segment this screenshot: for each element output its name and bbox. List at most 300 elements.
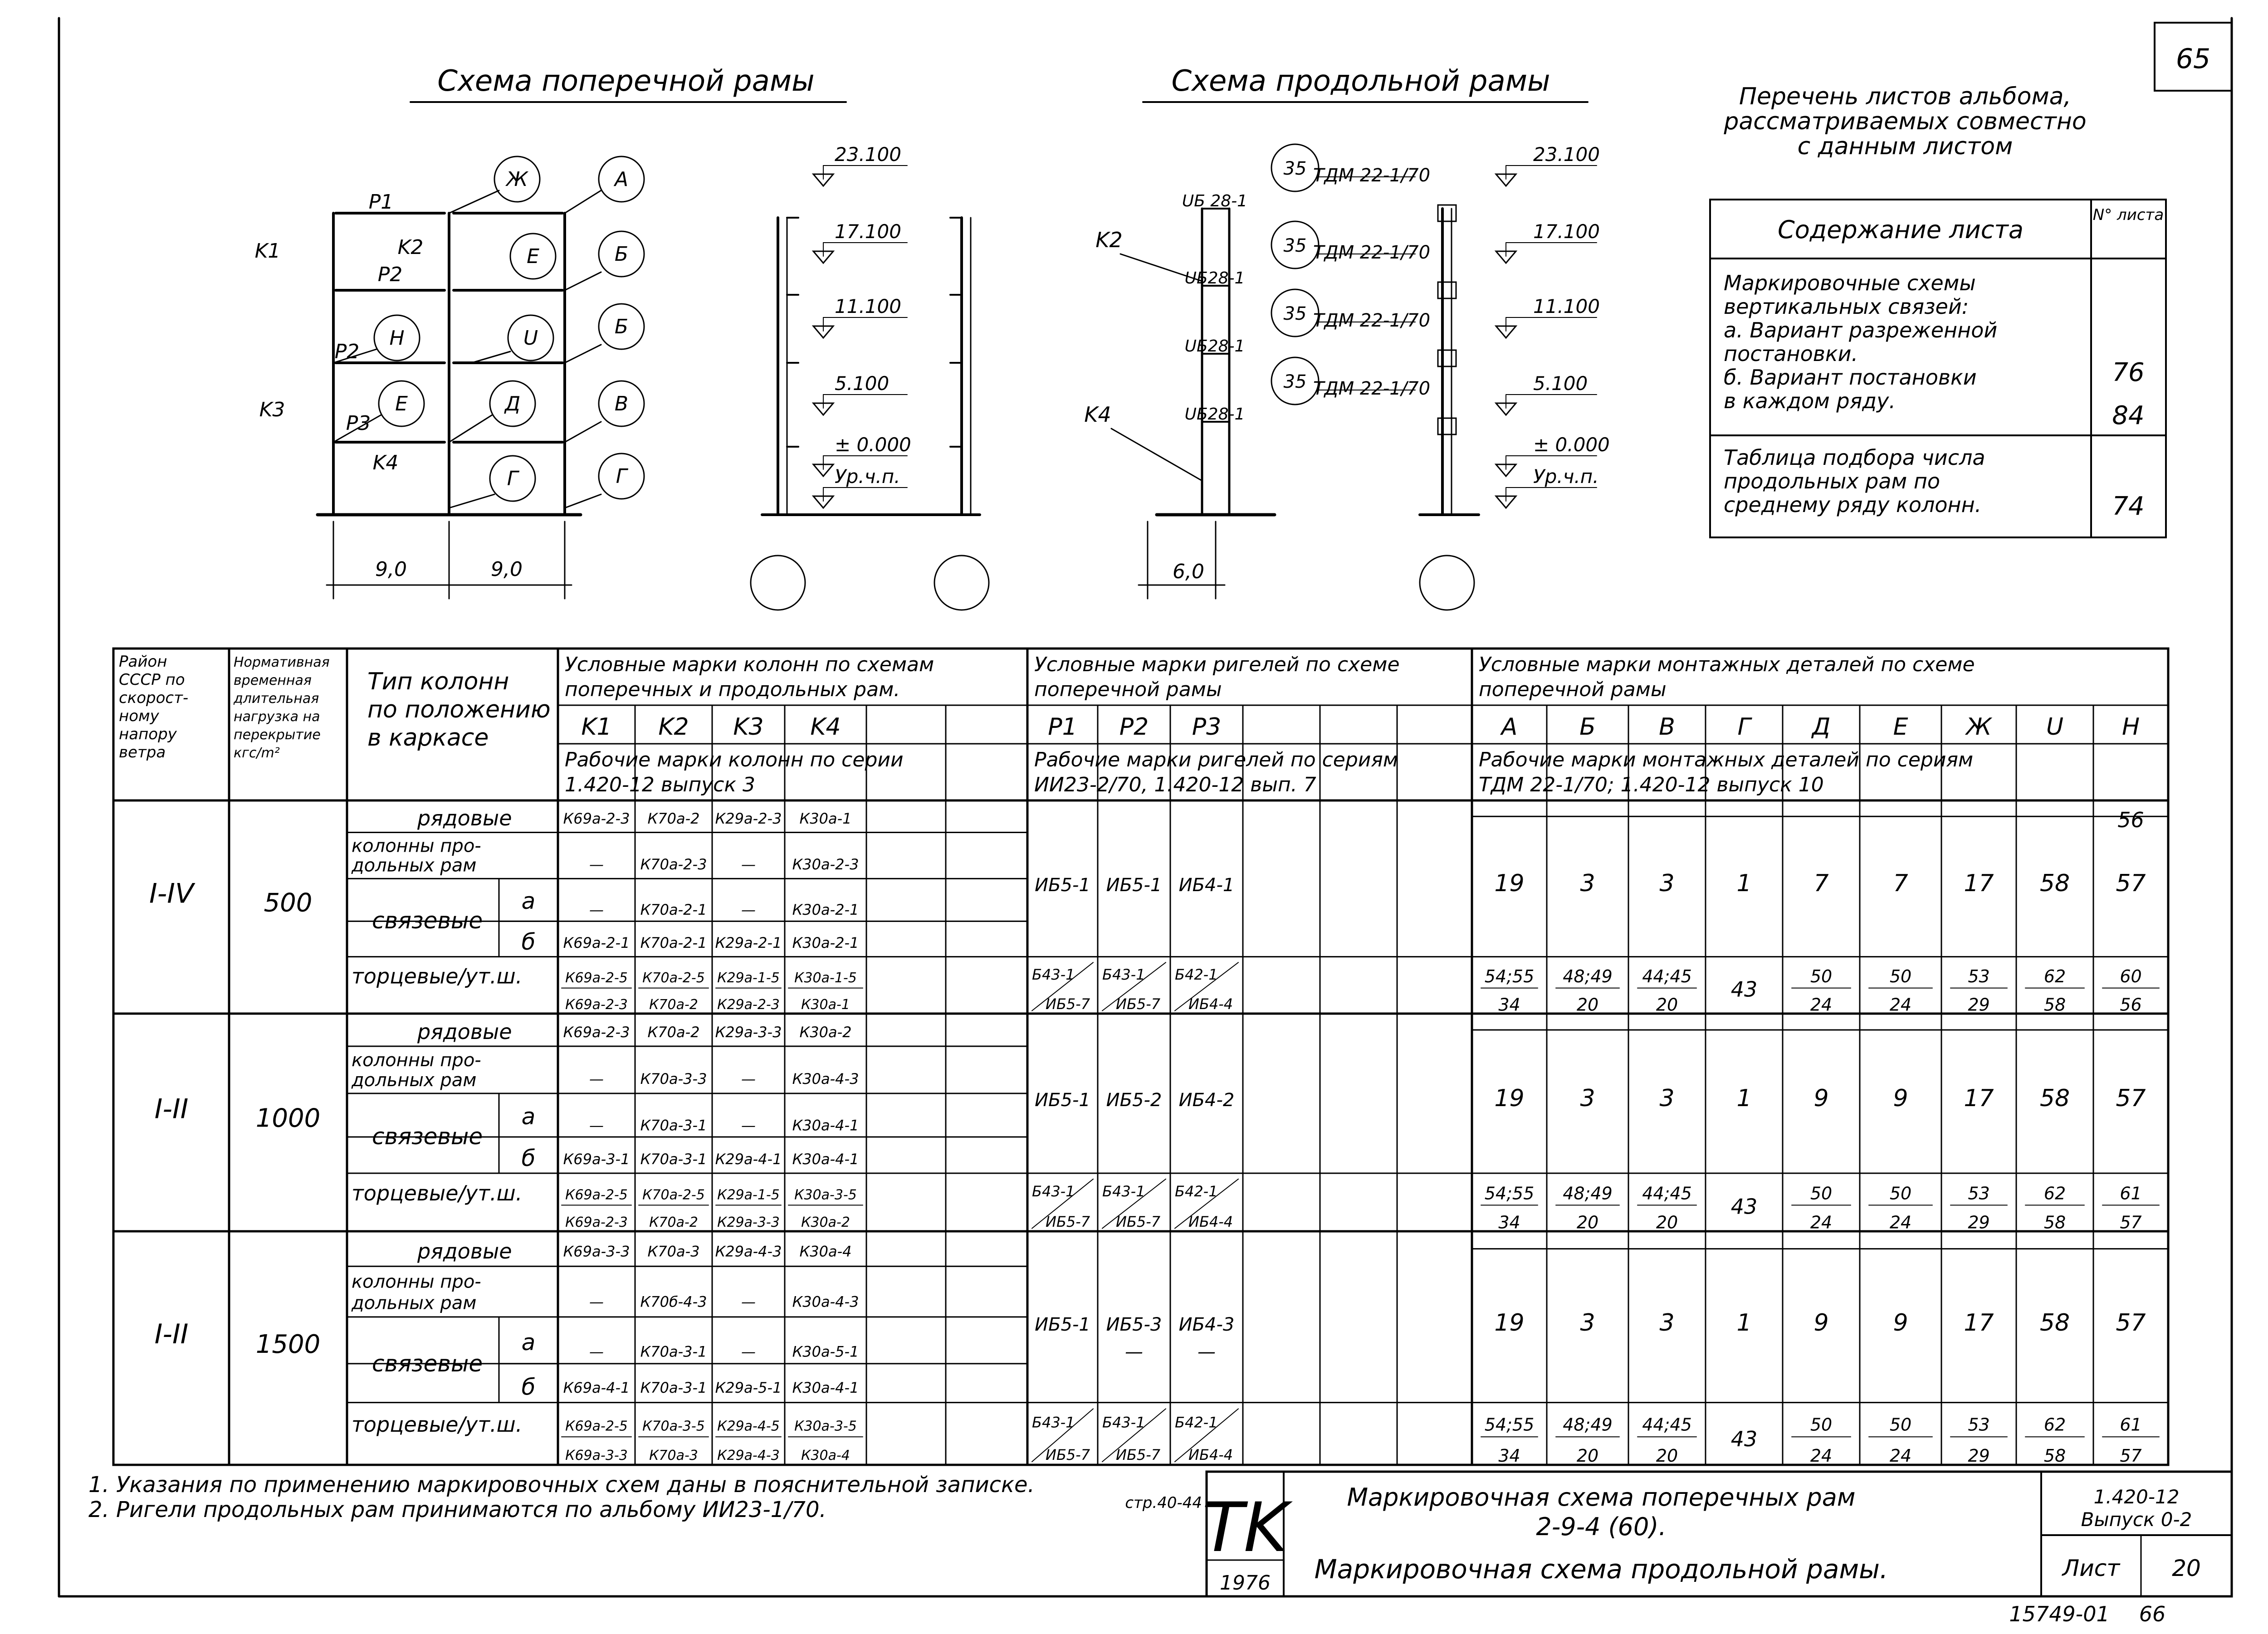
- table-key: A: [1501, 713, 1518, 741]
- tdm-label: TДМ 22-1/70: [1313, 242, 1431, 263]
- title-name-line-2: 2-9-4 (60).: [1536, 1512, 1667, 1541]
- column-mark: К69а-3-3: [563, 1243, 630, 1260]
- beam-mark: Б43-1: [1032, 1414, 1075, 1431]
- sheet-list-number: 84: [2112, 401, 2145, 430]
- elevation-label: 5.100: [835, 372, 890, 395]
- detail-mark: 56: [2120, 995, 2142, 1015]
- detail-mark: 7: [1893, 869, 1908, 897]
- beam-mark: ИБ5-7: [1116, 995, 1161, 1013]
- detail-mark: 44;45: [1642, 1183, 1692, 1204]
- table-header-text: поперечной рамы: [1034, 678, 1222, 701]
- leader-line: [1111, 429, 1202, 481]
- longitudinal-beam-label: UБ28-1: [1184, 337, 1245, 356]
- column-type-label: торцевые/ут.ш.: [352, 1181, 523, 1205]
- column-mark: К70а-3-5: [642, 1418, 705, 1434]
- detail-mark: 3: [1659, 1085, 1675, 1112]
- column-mark: К70а-2: [647, 1023, 700, 1041]
- detail-mark: 19: [1494, 1085, 1525, 1112]
- column-mark: К30а-2-3: [792, 855, 859, 873]
- table-header-text: Условные марки ригелей по схеме: [1034, 653, 1400, 676]
- column-mark: К69а-3-3: [565, 1448, 628, 1464]
- column-mark: К70б-4-3: [640, 1293, 707, 1311]
- detail-mark: 20: [1576, 1446, 1599, 1466]
- beam-mark: ИБ5-7: [1046, 1213, 1090, 1230]
- table-key: Г: [1737, 713, 1751, 741]
- column-mark: К70а-3-1: [640, 1343, 707, 1361]
- span-dimension: 9,0: [375, 558, 407, 581]
- column-mark: К30а-1: [801, 996, 850, 1013]
- column-mark: К29а-1-5: [717, 1187, 780, 1203]
- detail-mark: 54;55: [1484, 1183, 1535, 1204]
- detail-mark: 9: [1813, 1085, 1829, 1112]
- title-name-line-3: Маркировочная схема продольной рамы.: [1314, 1554, 1888, 1585]
- leader-line: [565, 345, 601, 363]
- table-key: K4: [810, 713, 841, 741]
- table-key: E: [1893, 713, 1908, 741]
- column-type-label: колонны про-: [352, 1050, 481, 1071]
- connection-node: [1438, 282, 1456, 298]
- beam-mark: ИБ5-1: [1035, 1090, 1090, 1111]
- title-name-line-1: Маркировочная схема поперечных рам: [1347, 1483, 1856, 1512]
- column-mark: К30а-1: [799, 810, 852, 827]
- detail-mark: 62: [2043, 1183, 2066, 1204]
- table-key: H: [2121, 713, 2140, 741]
- table-header-text: Тип колонн: [367, 668, 509, 695]
- table-header-text: TДМ 22-1/70; 1.420-12 выпуск 10: [1479, 773, 1824, 796]
- elevation-label: 23.100: [835, 143, 901, 166]
- column-mark: К69а-2-1: [563, 934, 630, 952]
- table-key: P2: [1119, 713, 1149, 741]
- column-type-label: связевые: [372, 1351, 483, 1377]
- detail-marker-label: Г: [507, 467, 518, 490]
- column-mark: К30а-2-1: [792, 934, 859, 952]
- span-dimension: 9,0: [491, 558, 523, 581]
- frame-member-label: P2: [334, 340, 360, 363]
- detail-mark: 57: [2120, 1212, 2142, 1233]
- elevation-label: ± 0.000: [835, 434, 911, 456]
- detail-marker-label: 35: [1283, 371, 1307, 392]
- column-mark: К70а-3: [649, 1448, 698, 1464]
- table-header-text: Рабочие марки ригелей по сериям: [1034, 748, 1398, 771]
- detail-mark: 29: [1968, 995, 1990, 1015]
- detail-mark: 62: [2043, 966, 2066, 987]
- elevation-label: ± 0.000: [1533, 434, 1610, 456]
- leader-line: [449, 415, 492, 442]
- column-type-label: рядовые: [417, 805, 512, 830]
- column-axis-circle: [934, 556, 989, 610]
- beam-mark: Б43-1: [1102, 966, 1145, 983]
- column-mark: К30а-1-5: [794, 970, 857, 986]
- column-mark: К70а-3-1: [640, 1151, 707, 1168]
- table-header-text: поперечной рамы: [1479, 678, 1667, 701]
- sheet-list-text: продольных рам по: [1724, 469, 1941, 493]
- column-mark: К29а-2-3: [715, 810, 782, 827]
- detail-mark: 9: [1893, 1309, 1908, 1337]
- leader-line: [565, 272, 601, 290]
- detail-mark: 50: [1810, 1415, 1833, 1435]
- column-mark: К69а-2-5: [565, 1418, 628, 1434]
- sheet-list-title: с данным листом: [1797, 133, 2013, 160]
- column-mark: К29а-2-3: [717, 996, 780, 1013]
- floor-load: 1500: [255, 1329, 321, 1359]
- column-type-label: б: [521, 1374, 536, 1400]
- beam-mark: Б42-1: [1175, 1414, 1218, 1431]
- column-type-label: торцевые/ут.ш.: [352, 964, 523, 989]
- column-mark: К30а-2: [799, 1023, 852, 1041]
- sheet-list-title: рассматриваемых совместно: [1724, 108, 2087, 135]
- table-header-text: кгс/m²: [234, 745, 280, 761]
- column-mark: К30а-4-3: [792, 1293, 859, 1311]
- column-mark: К70а-2: [647, 810, 700, 827]
- detail-mark: 17: [1964, 1085, 1994, 1112]
- detail-mark: 3: [1580, 1085, 1595, 1112]
- detail-mark: 62: [2043, 1415, 2066, 1435]
- column-mark: К29а-2-1: [715, 934, 782, 952]
- detail-mark: 61: [2120, 1183, 2142, 1204]
- table-key: P1: [1048, 713, 1077, 741]
- leader-line: [565, 422, 601, 442]
- column-type-label: дольных рам: [352, 1293, 477, 1314]
- title-issue: Выпуск 0-2: [2081, 1508, 2192, 1531]
- beam-mark: ИБ4-4: [1188, 995, 1233, 1013]
- beam-mark: —: [1125, 1341, 1143, 1363]
- detail-mark: 58: [2043, 995, 2066, 1015]
- frame-member-label: P2: [377, 263, 403, 286]
- column-mark: К30а-4: [801, 1448, 850, 1464]
- detail-marker-label: E: [395, 392, 408, 415]
- table-header-text: скорост-: [119, 689, 189, 707]
- column-mark: —: [741, 1117, 756, 1134]
- leader-line: [565, 494, 601, 508]
- detail-mark: 19: [1494, 869, 1525, 897]
- sheet-list-text: Таблица подбора числа: [1724, 445, 1985, 470]
- column-type-label: дольных рам: [352, 855, 477, 876]
- beam-mark: Б43-1: [1032, 1183, 1075, 1200]
- column-type-label: связевые: [372, 907, 483, 934]
- detail-marker-label: Б: [614, 243, 629, 266]
- table-header-text: нагрузка на: [234, 709, 320, 725]
- detail-marker-label: 35: [1283, 158, 1307, 179]
- column-type-label: рядовые: [417, 1019, 512, 1044]
- beam-mark: ИБ5-7: [1116, 1446, 1161, 1464]
- table-header-text: Условные марки колонн по схемам: [565, 653, 934, 676]
- detail-mark: 20: [1576, 995, 1599, 1015]
- detail-mark: 1: [1736, 1085, 1752, 1112]
- table-header-text: Рабочие марки колонн по серии: [565, 748, 904, 771]
- detail-mark: 58: [2043, 1212, 2066, 1233]
- table-key: K2: [658, 713, 689, 741]
- column-mark: —: [589, 1070, 604, 1088]
- detail-mark: 17: [1964, 869, 1994, 897]
- detail-mark: 48;49: [1563, 1415, 1613, 1435]
- detail-mark: 48;49: [1563, 1183, 1613, 1204]
- frame-member-label: K3: [259, 398, 285, 421]
- column-mark: —: [589, 1293, 604, 1311]
- beam-mark: Б43-1: [1032, 966, 1075, 983]
- bottom-page-number: 66: [2139, 1602, 2166, 1626]
- sheet-list-text: б. Вариант постановки: [1724, 365, 1977, 390]
- span-dimension: 6,0: [1173, 560, 1204, 583]
- table-header-text: временная: [234, 673, 312, 688]
- column-mark: —: [589, 1117, 604, 1134]
- transverse-scheme-title: Схема поперечной рамы: [437, 64, 815, 98]
- column-type-label: дольных рам: [352, 1070, 477, 1091]
- column-mark: К69а-2-5: [565, 970, 628, 986]
- leader-line: [449, 190, 499, 213]
- sheet-list-text: вертикальных связей:: [1724, 294, 1969, 319]
- beam-mark: ИБ4-4: [1188, 1213, 1233, 1230]
- column-mark: К29а-1-5: [717, 970, 780, 986]
- column-mark: К70а-2-3: [640, 855, 707, 873]
- detail-mark: 50: [1889, 1183, 1912, 1204]
- elevation-label: 11.100: [1533, 295, 1600, 317]
- elevation-label: Ур.ч.п.: [1533, 465, 1599, 488]
- elevation-label: 17.100: [1533, 220, 1600, 243]
- column-type-label: б: [521, 929, 536, 955]
- beam-mark: Б43-1: [1102, 1183, 1145, 1200]
- detail-mark: 57: [2116, 869, 2146, 897]
- detail-mark: 44;45: [1642, 966, 1692, 987]
- table-header-text: поперечных и продольных рам.: [565, 678, 900, 701]
- column-mark: К30а-4-1: [792, 1379, 859, 1397]
- table-key: Ж: [1966, 713, 1992, 741]
- table-header-text: Условные марки монтажных деталей по схеме: [1479, 653, 1975, 676]
- column-mark: К30а-2: [801, 1214, 850, 1230]
- longitudinal-beam-label: UБ28-1: [1184, 269, 1245, 288]
- column-type-label: торцевые/ут.ш.: [352, 1412, 523, 1437]
- column-mark: К30а-4-3: [792, 1070, 859, 1088]
- detail-marker-label: Д: [504, 392, 521, 415]
- detail-mark: 3: [1580, 1309, 1595, 1337]
- column-mark: К29а-3-3: [715, 1023, 782, 1041]
- table-key: K1: [581, 713, 612, 741]
- frame-member-label: K2: [1095, 228, 1123, 252]
- column-mark: —: [741, 855, 756, 873]
- table-key: Б: [1579, 713, 1596, 741]
- column-mark: К30а-3-5: [794, 1418, 857, 1434]
- frame-member-label: K4: [372, 451, 399, 474]
- column-type-label: рядовые: [417, 1239, 512, 1264]
- detail-mark: 57: [2116, 1085, 2146, 1112]
- elevation-label: 17.100: [835, 220, 901, 243]
- column-mark: К70а-2: [649, 996, 698, 1013]
- sheet-list-header-content: Содержание листа: [1778, 215, 2024, 244]
- wind-region: I-II: [154, 1318, 189, 1351]
- wind-region: I-IV: [149, 878, 194, 910]
- table-header-text: ИИ23-2/70, 1.420-12 вып. 7: [1034, 773, 1316, 796]
- connection-node: [1438, 350, 1456, 366]
- column-mark: К69а-4-1: [563, 1379, 630, 1397]
- note-pages: стр.40-44: [1125, 1494, 1202, 1512]
- longitudinal-scheme-title: Схема продольной рамы: [1171, 64, 1550, 98]
- detail-mark: 3: [1659, 1309, 1675, 1337]
- beam-mark: Б43-1: [1102, 1414, 1145, 1431]
- detail-mark: 9: [1813, 1309, 1829, 1337]
- table-header-text: Нормативная: [234, 654, 330, 670]
- detail-mark: 61: [2120, 1415, 2142, 1435]
- column-mark: К69а-2-3: [563, 1023, 630, 1041]
- detail-marker-label: U: [523, 327, 538, 350]
- table-header-text: длительная: [234, 691, 319, 707]
- bottom-code: 15749-01: [2009, 1602, 2110, 1626]
- detail-marker-label: A: [614, 168, 629, 191]
- detail-marker-label: Б: [614, 315, 629, 338]
- column-axis-circle: [1420, 556, 1474, 610]
- sheet-list-text: а. Вариант разреженной: [1724, 318, 1998, 342]
- detail-marker-label: 35: [1283, 303, 1307, 324]
- detail-marker-label: Ж: [506, 168, 528, 191]
- frame-member-label: P1: [368, 190, 394, 214]
- column-mark: К29а-5-1: [715, 1379, 782, 1397]
- beam-mark: ИБ4-4: [1188, 1446, 1233, 1464]
- elevation-label: 11.100: [835, 295, 901, 317]
- column-mark: К29а-4-3: [715, 1243, 782, 1260]
- frame-member-label: K2: [397, 236, 424, 259]
- table-header-text: напору: [119, 725, 177, 743]
- detail-mark: 20: [1656, 1446, 1678, 1466]
- column-mark: К70а-2-1: [640, 901, 707, 919]
- detail-mark: 3: [1659, 869, 1675, 897]
- detail-mark: 24: [1810, 995, 1833, 1015]
- detail-mark: 34: [1498, 1446, 1520, 1466]
- detail-mark: 24: [1889, 995, 1912, 1015]
- detail-mark: 24: [1810, 1446, 1833, 1466]
- beam-mark: Б42-1: [1175, 1183, 1218, 1200]
- column-mark: К69а-3-1: [563, 1151, 630, 1168]
- column-mark: —: [589, 1343, 604, 1361]
- detail-mark: 1: [1736, 869, 1752, 897]
- column-mark: К29а-4-1: [715, 1151, 782, 1168]
- sheet-list-header-sheet: N° листа: [2092, 206, 2164, 224]
- column-mark: К70а-2: [649, 1214, 698, 1230]
- beam-mark: ИБ5-1: [1106, 874, 1162, 896]
- detail-mark: 50: [1810, 1183, 1833, 1204]
- sheet-list-text: среднему ряду колонн.: [1724, 493, 1982, 517]
- table-header-text: 1.420-12 выпуск 3: [565, 773, 756, 796]
- column-mark: —: [589, 855, 604, 873]
- connection-node: [1438, 418, 1456, 434]
- detail-mark: 50: [1889, 1415, 1912, 1435]
- sheet-list-text: постановки.: [1724, 341, 1858, 366]
- detail-mark: 60: [2120, 966, 2142, 987]
- sheet-list-number: 74: [2112, 492, 2145, 521]
- detail-marker-label: 35: [1283, 235, 1307, 256]
- detail-mark: 17: [1964, 1309, 1994, 1337]
- beam-mark: ИБ5-3: [1106, 1314, 1162, 1336]
- elevation-label: 5.100: [1533, 372, 1588, 395]
- column-type-label: б: [521, 1145, 536, 1171]
- beam-mark: ИБ5-2: [1106, 1090, 1162, 1111]
- beam-mark: ИБ4-1: [1178, 874, 1235, 896]
- detail-mark: 53: [1968, 1415, 1990, 1435]
- detail-mark: 54;55: [1484, 966, 1535, 987]
- wind-region: I-II: [154, 1093, 189, 1125]
- longitudinal-beam-label: UБ 28-1: [1182, 192, 1248, 210]
- note-1: 1. Указания по применению маркировочных схем даны в пояснительной записке.: [88, 1472, 1035, 1497]
- detail-mark: 9: [1893, 1085, 1908, 1112]
- detail-mark: 3: [1580, 869, 1595, 897]
- column-mark: К69а-2-5: [565, 1187, 628, 1203]
- table-key: K3: [733, 713, 764, 741]
- table-key: U: [2046, 713, 2064, 741]
- tdm-label: TДМ 22-1/70: [1313, 165, 1431, 186]
- title-sheet-label: Лист: [2062, 1555, 2120, 1581]
- detail-mark: 44;45: [1642, 1415, 1692, 1435]
- beam-mark: ИБ5-1: [1035, 1314, 1090, 1336]
- detail-marker-label: B: [614, 392, 629, 415]
- detail-marker-label: E: [527, 245, 539, 268]
- column-mark: К69а-2-3: [565, 1214, 628, 1230]
- detail-mark: 24: [1889, 1446, 1912, 1466]
- table-key: P3: [1192, 713, 1222, 741]
- detail-mark: 53: [1968, 966, 1990, 987]
- column-mark: —: [589, 901, 604, 919]
- leader-line: [565, 190, 601, 213]
- column-mark: К30а-4: [799, 1243, 852, 1260]
- detail-mark: 20: [1656, 1212, 1678, 1233]
- table-header-text: ному: [119, 707, 159, 725]
- floor-load: 500: [264, 888, 313, 918]
- detail-mark: 58: [2039, 869, 2070, 897]
- org-mark-tk: TK: [1202, 1488, 1288, 1567]
- table-header-text: в каркасе: [367, 724, 489, 751]
- detail-mark: 29: [1968, 1212, 1990, 1233]
- column-mark: К29а-4-3: [717, 1448, 780, 1464]
- detail-marker-label: Г: [616, 465, 627, 488]
- beam-mark: ИБ5-7: [1046, 995, 1090, 1013]
- beam-mark: ИБ5-1: [1035, 874, 1090, 896]
- detail-mark: 20: [1656, 995, 1678, 1015]
- tdm-label: TДМ 22-1/70: [1313, 310, 1431, 331]
- beam-mark: ИБ4-2: [1178, 1090, 1235, 1111]
- column-type-label: связевые: [372, 1123, 483, 1150]
- column-mark: К70а-2-5: [642, 970, 705, 986]
- elevation-label: 23.100: [1533, 143, 1600, 166]
- column-axis-circle: [751, 556, 805, 610]
- table-header-text: по положению: [367, 696, 551, 723]
- beam-mark: ИБ4-3: [1178, 1314, 1235, 1336]
- detail-mark: 34: [1498, 1212, 1520, 1233]
- detail-mark: 58: [2043, 1446, 2066, 1466]
- beam-mark: ИБ5-7: [1116, 1213, 1161, 1230]
- column-type-label: а: [521, 1329, 536, 1356]
- column-mark: К29а-4-5: [717, 1418, 780, 1434]
- detail-mark: 24: [1889, 1212, 1912, 1233]
- detail-mark: 34: [1498, 995, 1520, 1015]
- column-type-label: колонны про-: [352, 835, 481, 857]
- table-key: B: [1659, 713, 1675, 741]
- detail-mark: 50: [1810, 966, 1833, 987]
- column-mark: —: [741, 1070, 756, 1088]
- title-series: 1.420-12: [2093, 1486, 2180, 1508]
- connection-node: [1438, 205, 1456, 221]
- detail-mark: 54;55: [1484, 1415, 1535, 1435]
- column-type-label: а: [521, 1103, 536, 1130]
- sheet-list-text: Маркировочные схемы: [1724, 271, 1976, 295]
- table-header-text: ветра: [119, 743, 166, 761]
- detail-mark: 58: [2039, 1085, 2070, 1112]
- detail-mark: 20: [1576, 1212, 1599, 1233]
- column-mark: К30а-2-1: [792, 901, 859, 919]
- column-type-label: а: [521, 888, 536, 914]
- elevation-label: Ур.ч.п.: [835, 465, 900, 488]
- detail-mark: 43: [1730, 1194, 1758, 1219]
- column-mark: К70а-2-5: [642, 1187, 705, 1203]
- detail-mark: 53: [1968, 1183, 1990, 1204]
- beam-mark: —: [1198, 1341, 1216, 1363]
- column-mark: К70а-3-3: [640, 1070, 707, 1088]
- detail-mark: 19: [1494, 1309, 1525, 1337]
